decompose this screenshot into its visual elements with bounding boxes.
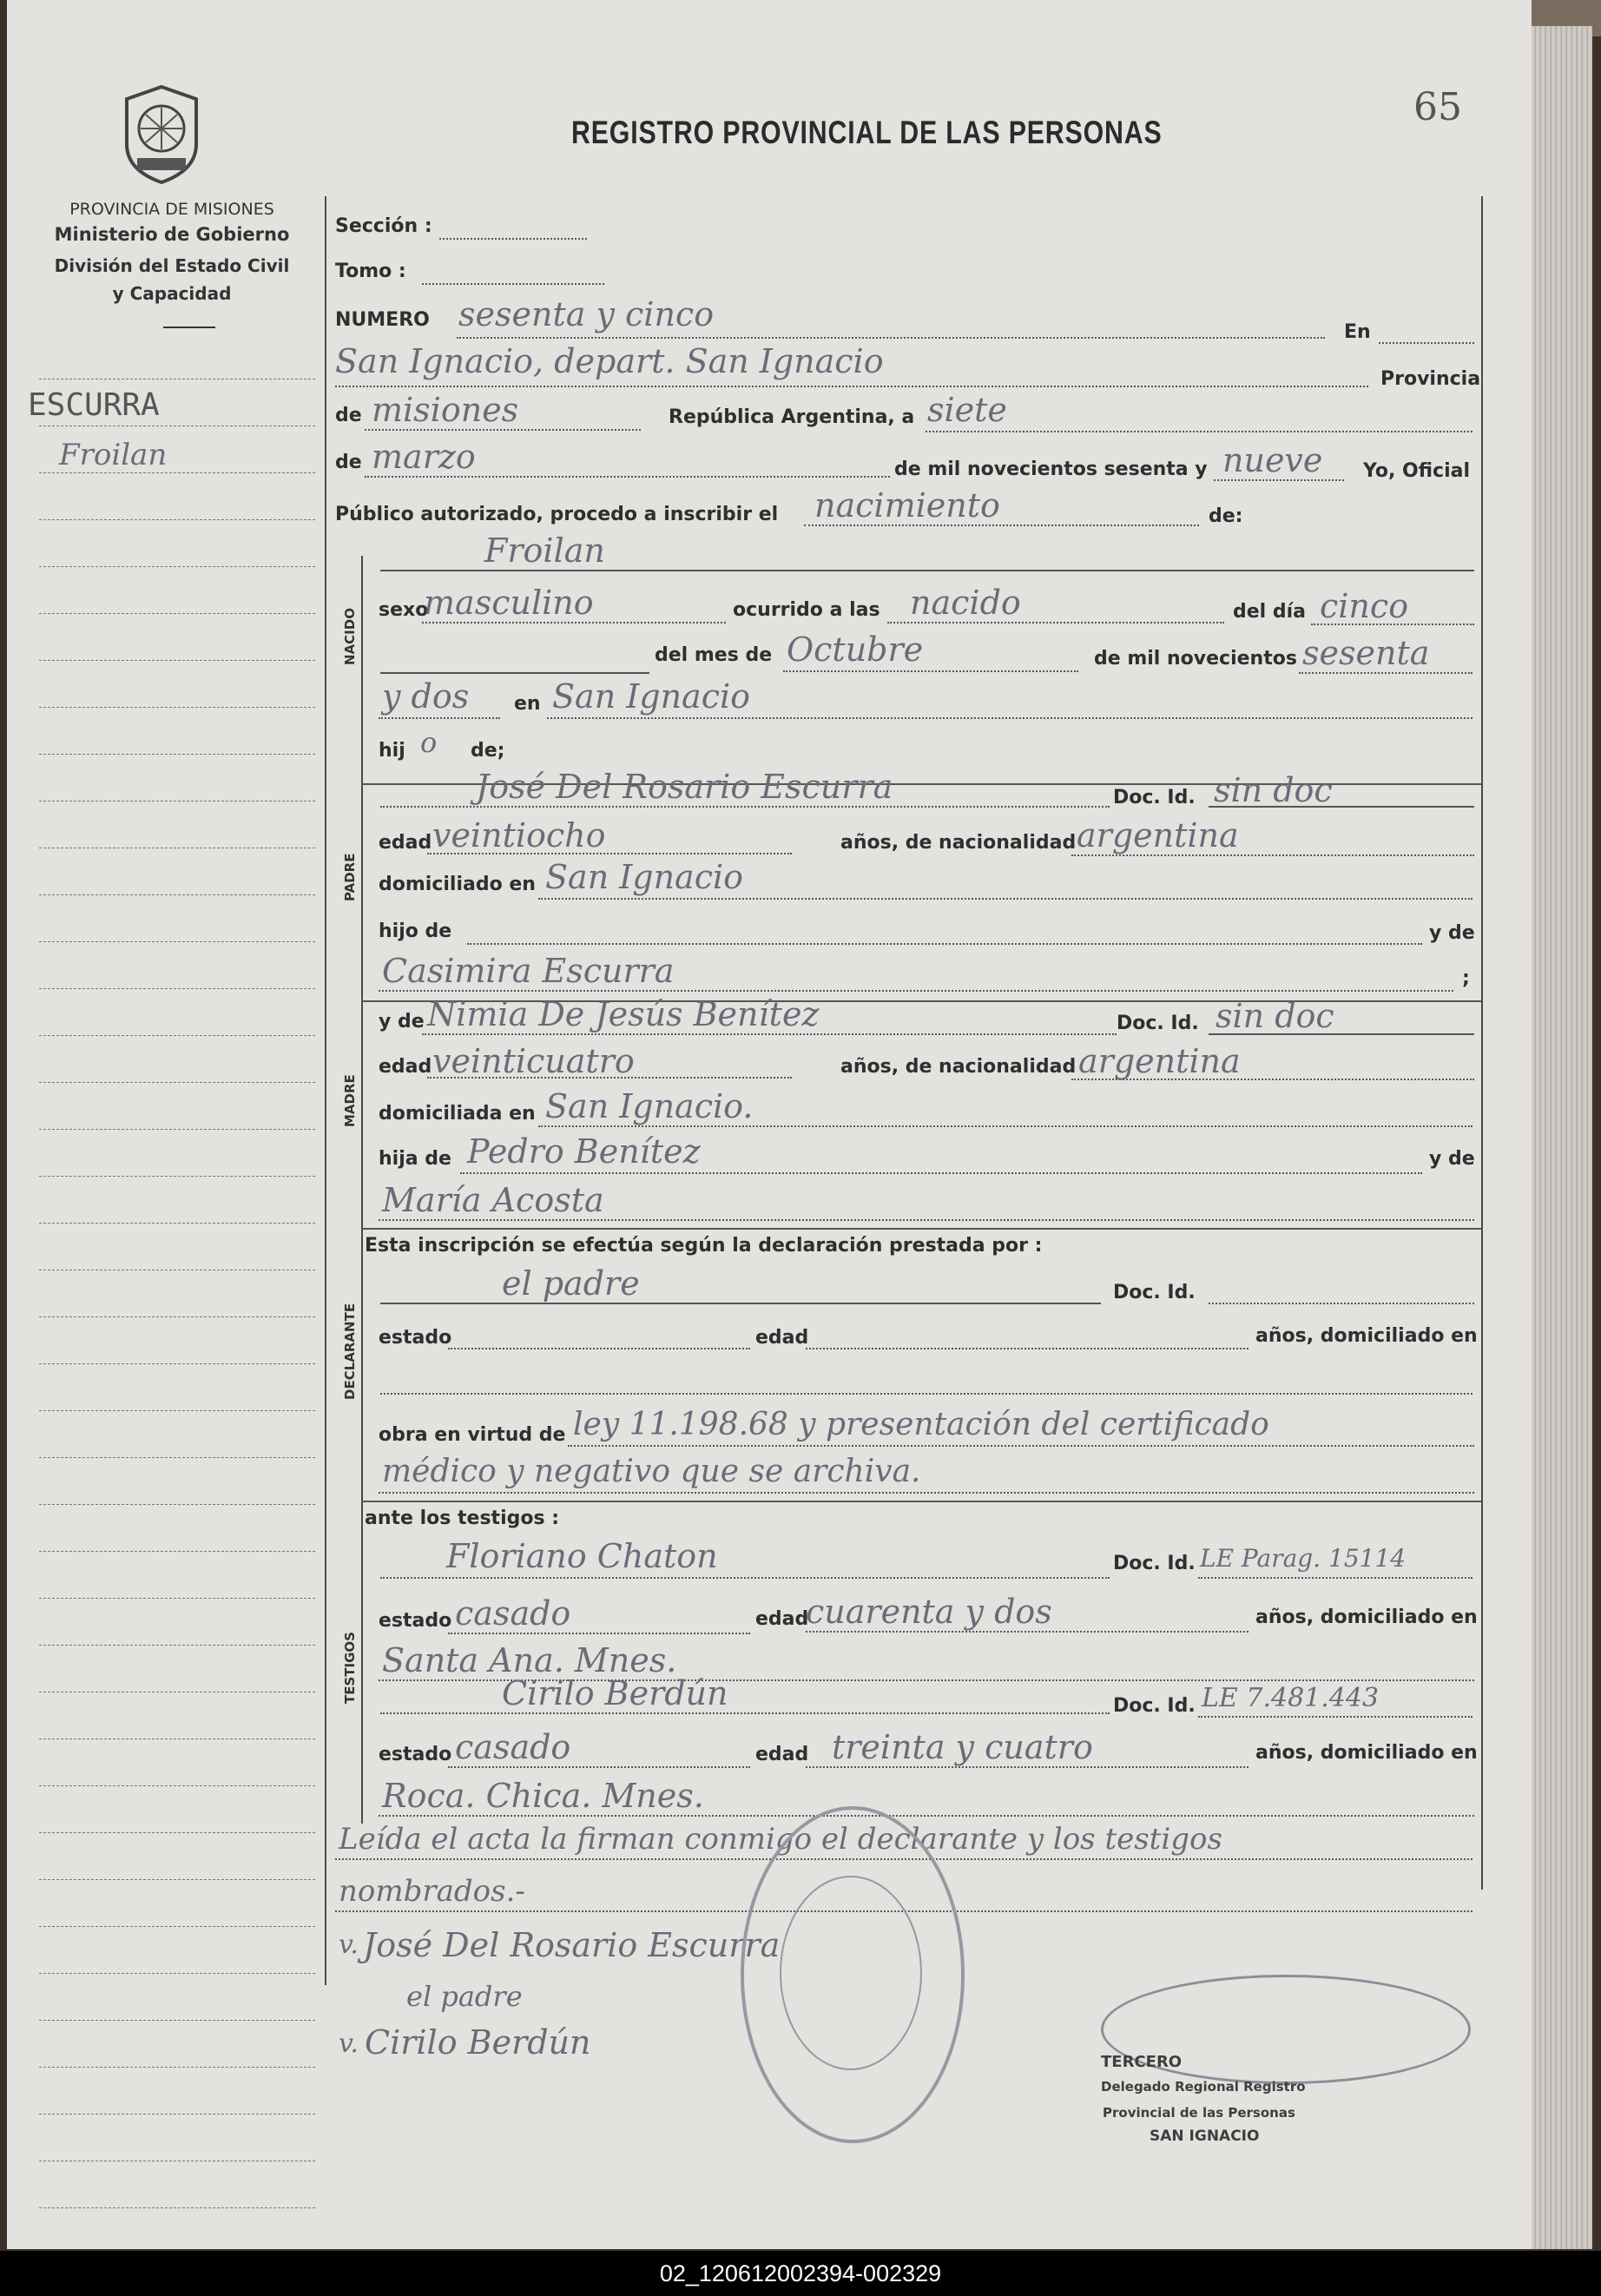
madre-yde-label-2: y de	[1429, 1148, 1475, 1170]
abuela-materna: María Acosta	[382, 1181, 604, 1219]
madre-divider	[361, 1228, 1481, 1230]
madre-doc-label: Doc. Id.	[1117, 1013, 1199, 1034]
delmes-label: del mes de	[655, 644, 773, 666]
testigo2-anios-label: años, domiciliado en	[1255, 1742, 1478, 1764]
margin-surname: ESCURRA	[28, 387, 160, 423]
sig-prefix-2: v.	[339, 2029, 359, 2059]
numero-field	[457, 337, 1325, 339]
margin-rule	[39, 707, 315, 708]
madre-edad-label: edad	[379, 1056, 432, 1078]
deldia-label: del día	[1233, 601, 1307, 623]
sig-prefix-1: v.	[339, 1930, 359, 1960]
declarante-estado-field	[448, 1348, 750, 1349]
sexo-label: sexo	[379, 599, 429, 621]
padre-hijo-de-label: hijo de	[379, 920, 452, 942]
padre-yde-label: y de	[1429, 922, 1475, 944]
margin-rule	[39, 1129, 315, 1130]
padre-nacionalidad: argentina	[1077, 816, 1239, 854]
section-border	[361, 556, 363, 1824]
obra-field-1	[568, 1445, 1474, 1447]
testigos-label: ante los testigos :	[365, 1508, 560, 1529]
abuela-materna-field	[379, 1219, 1474, 1221]
anio-label: de mil novecientos sesenta y	[894, 459, 1208, 480]
madre-nacionalidad: argentina	[1078, 1042, 1241, 1080]
inscripcion-label: Esta inscripción se efectúa según la declaración prestada por :	[365, 1235, 1043, 1257]
padre-doc-field	[1209, 806, 1474, 808]
margin-rule	[39, 1738, 315, 1739]
page-number: 65	[1413, 85, 1462, 129]
anio-value: nueve	[1222, 441, 1323, 479]
testigo2-edad: treinta y cuatro	[832, 1728, 1093, 1766]
testigo1-doc-label: Doc. Id.	[1113, 1553, 1196, 1574]
declarante-doc-field	[1209, 1303, 1474, 1304]
signature-witness: Cirilo Berdún	[365, 2023, 591, 2062]
dia-field	[926, 431, 1473, 432]
margin-rule	[39, 1457, 315, 1458]
inscribir-field	[804, 525, 1199, 526]
testigo1-doc-field	[1198, 1577, 1473, 1579]
margin-rule	[39, 1363, 315, 1364]
margin-rule	[39, 660, 315, 661]
padre-nacionalidad-field	[1071, 854, 1474, 856]
signature-father: José Del Rosario Escurra	[363, 1926, 781, 1964]
official-seal-inner	[780, 1876, 922, 2070]
padre-doc: sin doc	[1214, 771, 1333, 809]
testigo1-estado-field	[448, 1633, 750, 1634]
testigo1-anios-label: años, domiciliado en	[1255, 1607, 1478, 1628]
publico-label: Público autorizado, procedo a inscribir el	[335, 504, 779, 525]
tomo-label: Tomo :	[335, 261, 406, 282]
margin-rule	[39, 1410, 315, 1411]
declarante-nombre-field	[380, 1303, 1101, 1304]
hora-value: nacido	[910, 584, 1021, 622]
madre-yde-label: y de	[379, 1011, 425, 1033]
section-declarante: DECLARANTE	[342, 1303, 358, 1400]
stamp-line-2: Delegado Regional Registro	[1101, 2079, 1306, 2095]
declarante-estado-label: estado	[379, 1327, 452, 1349]
dept-province: PROVINCIA DE MISIONES	[69, 200, 274, 219]
ocurrido-label: ocurrido a las	[733, 599, 880, 621]
tomo-field	[422, 283, 604, 285]
margin-rule	[39, 1316, 315, 1317]
testigo2-estado-label: estado	[379, 1744, 452, 1765]
padre-domicilio: San Ignacio	[545, 858, 744, 896]
padre-edad-field	[427, 853, 792, 854]
margin-rule	[39, 2207, 315, 2208]
testigo1-edad-field	[806, 1631, 1249, 1633]
dept-capacity: y Capacidad	[112, 283, 232, 304]
abuelo-materno: Pedro Benítez	[467, 1132, 701, 1171]
testigo2-nombre-field	[380, 1712, 1110, 1714]
margin-rule	[39, 519, 315, 520]
provincia-field	[365, 429, 641, 431]
margin-rule	[39, 566, 315, 567]
madre-domicilio-field	[538, 1125, 1473, 1127]
nombre-field	[380, 570, 1474, 571]
novecientos-label: de mil novecientos	[1094, 648, 1297, 670]
sexo-value: masculino	[424, 584, 594, 622]
testigo2-doc-label: Doc. Id.	[1113, 1695, 1196, 1717]
nac-anio-value-1: sesenta	[1302, 634, 1430, 672]
margin-rule	[39, 2067, 315, 2068]
margin-rule	[39, 613, 315, 614]
testigo1-nombre: Floriano Chaton	[446, 1537, 718, 1575]
margin-rule	[39, 1035, 315, 1036]
madre-edad: veinticuatro	[432, 1042, 635, 1080]
leida-line-2: nombrados.-	[339, 1874, 525, 1909]
testigo1-nombre-field	[380, 1577, 1110, 1579]
inscribir-value: nacimiento	[814, 486, 1000, 525]
madre-hija-de-label: hija de	[379, 1148, 451, 1170]
de-label-2: de	[335, 452, 362, 473]
mes-value: marzo	[372, 438, 476, 476]
anio-field	[1214, 479, 1344, 481]
testigo1-edad: cuarenta y dos	[806, 1593, 1052, 1631]
en-field	[1379, 342, 1474, 344]
semicolon: ;	[1462, 967, 1470, 989]
margin-rule	[39, 1973, 315, 1974]
section-madre: MADRE	[342, 1074, 358, 1127]
madre-nombre: Nimia De Jesús Benítez	[427, 995, 820, 1033]
nac-anio-value-2: y dos	[382, 677, 470, 716]
dept-ministry: Ministerio de Gobierno	[54, 224, 290, 245]
nac-lugar-field	[547, 717, 1473, 719]
mes-field	[365, 476, 890, 478]
margin-rule	[39, 1879, 315, 1880]
leida-line-1: Leída el acta la firman conmigo el declarante y los testigos	[339, 1822, 1222, 1857]
image-caption: 02_120612002394-002329	[0, 2251, 1601, 2296]
testigo1-doc: LE Parag. 15114	[1200, 1544, 1407, 1573]
section-padre: PADRE	[342, 853, 358, 901]
margin-rule	[39, 2114, 315, 2115]
stamp-line-3: Provincial de las Personas	[1103, 2105, 1295, 2121]
madre-doc: sin doc	[1216, 997, 1334, 1035]
hij-value: o	[420, 726, 438, 759]
padre-doc-label: Doc. Id.	[1113, 787, 1196, 808]
testigo2-estado: casado	[455, 1728, 571, 1766]
obra-label: obra en virtud de	[379, 1424, 566, 1446]
padre-anios-label: años, de nacionalidad	[840, 832, 1077, 854]
right-border	[1481, 196, 1483, 1890]
margin-rule	[39, 472, 315, 473]
declarante-edad-label: edad	[755, 1327, 809, 1349]
margin-rule	[39, 1082, 315, 1083]
nombre-value: Froilan	[484, 531, 605, 570]
testigo2-nombre: Cirilo Berdún	[502, 1674, 728, 1712]
margin-rule	[39, 1176, 315, 1177]
oficial-label: Yo, Oficial	[1363, 460, 1471, 482]
margin-rule	[39, 1785, 315, 1786]
blank-field	[380, 672, 649, 674]
de-colon-label: de:	[1209, 505, 1243, 527]
declarante-divider	[361, 1501, 1481, 1502]
margin-rule	[39, 1598, 315, 1599]
provincia-value: misiones	[372, 391, 519, 429]
seccion-field	[439, 238, 587, 240]
obra-field-2	[379, 1492, 1474, 1494]
testigo2-edad-label: edad	[755, 1744, 809, 1765]
en-label: En	[1344, 321, 1371, 343]
testigo1-domicilio: Santa Ana. Mnes.	[382, 1641, 677, 1679]
abuela-paterna-field	[379, 990, 1453, 992]
madre-nacionalidad-field	[1071, 1079, 1474, 1080]
margin-rule	[39, 1832, 315, 1833]
declarante-domicilio-field	[380, 1393, 1473, 1395]
seccion-label: Sección :	[335, 215, 432, 237]
testigo2-domicilio-field	[379, 1815, 1474, 1817]
madre-domicilio-label: domiciliada en	[379, 1103, 536, 1125]
testigo1-estado: casado	[455, 1594, 571, 1633]
obra-value-1: ley 11.198.68 y presentación del certificado	[573, 1407, 1269, 1442]
margin-rule	[39, 801, 315, 802]
margin-rule	[39, 894, 315, 895]
margin-rule	[39, 1551, 315, 1552]
padre-nombre-field	[380, 806, 1110, 808]
margin-rule	[39, 2020, 315, 2021]
nac-anio-field-2	[379, 717, 500, 719]
padre-hijo-de-field	[467, 943, 1422, 945]
declarante-anios-label: años, domiciliado en	[1255, 1325, 1478, 1347]
signature-mark: el padre	[406, 1980, 523, 2013]
hij-label: hij	[379, 740, 405, 762]
madre-edad-field	[427, 1077, 792, 1079]
nac-mes-field	[783, 670, 1078, 672]
margin-rule	[39, 1926, 315, 1927]
testigo2-edad-field	[806, 1766, 1249, 1768]
margin-given-name: Froilan	[59, 438, 168, 472]
declarante-nombre: el padre	[502, 1264, 640, 1303]
sexo-field	[422, 622, 726, 623]
margin-rule	[39, 754, 315, 755]
margin-rule	[39, 1223, 315, 1224]
madre-domicilio: San Ignacio.	[545, 1087, 754, 1125]
dia-value: siete	[927, 391, 1007, 429]
nac-dia-value: cinco	[1320, 587, 1409, 625]
testigo1-edad-label: edad	[755, 1608, 809, 1630]
testigo2-doc: LE 7.481.443	[1202, 1683, 1380, 1713]
testigo2-domicilio: Roca. Chica. Mnes.	[382, 1777, 704, 1815]
padre-domicilio-field	[538, 898, 1473, 900]
dept-division: División del Estado Civil	[54, 255, 290, 276]
padre-domicilio-label: domiciliado en	[379, 874, 536, 895]
madre-doc-field	[1209, 1033, 1474, 1035]
lugar-value: San Ignacio, depart. San Ignacio	[335, 342, 884, 380]
margin-rule	[39, 988, 315, 989]
testigo2-estado-field	[448, 1766, 750, 1768]
margin-rule	[39, 941, 315, 942]
testigo2-doc-field	[1198, 1716, 1473, 1718]
obra-value-2: médico y negativo que se archiva.	[382, 1454, 921, 1489]
republica-label: República Argentina, a	[669, 406, 915, 428]
nac-anio-field	[1299, 672, 1473, 674]
numero-label: NUMERO	[335, 309, 430, 331]
provincia-label: Provincia	[1380, 368, 1481, 390]
dept-divider	[163, 327, 215, 328]
provincial-emblem-icon	[118, 83, 205, 186]
register-page	[7, 0, 1532, 2249]
hij-de-label: de;	[471, 740, 505, 762]
page-title: REGISTRO PROVINCIAL DE LAS PERSONAS	[571, 115, 1163, 150]
madre-nombre-field	[422, 1033, 1117, 1035]
en-label-2: en	[514, 693, 541, 715]
stamp-line-1: TERCERO	[1101, 2053, 1183, 2071]
nac-mes-value: Octubre	[787, 630, 924, 669]
padre-edad-label: edad	[379, 832, 432, 854]
abuelo-materno-field	[460, 1172, 1422, 1174]
margin-rule	[39, 1504, 315, 1505]
hora-field	[887, 622, 1224, 623]
padre-nombre: José Del Rosario Escurra	[476, 768, 893, 806]
lugar-field	[335, 386, 1368, 387]
padre-edad: veintiocho	[432, 816, 606, 854]
numero-value: sesenta y cinco	[458, 295, 715, 333]
margin-rule	[39, 1645, 315, 1646]
abuela-paterna: Casimira Escurra	[382, 952, 675, 990]
margin-border	[325, 196, 326, 1985]
madre-anios-label: años, de nacionalidad	[840, 1056, 1077, 1078]
book-page-edges	[1532, 26, 1592, 2249]
nac-lugar-value: San Ignacio	[552, 677, 751, 716]
section-testigos: TESTIGOS	[342, 1632, 358, 1704]
declarante-edad-field	[806, 1348, 1249, 1349]
nac-dia-field	[1311, 623, 1474, 625]
stamp-line-4: SAN IGNACIO	[1150, 2128, 1260, 2145]
testigo1-estado-label: estado	[379, 1610, 452, 1632]
section-nacido: NACIDO	[342, 608, 358, 665]
de-label: de	[335, 405, 362, 426]
declarante-doc-label: Doc. Id.	[1113, 1282, 1196, 1303]
